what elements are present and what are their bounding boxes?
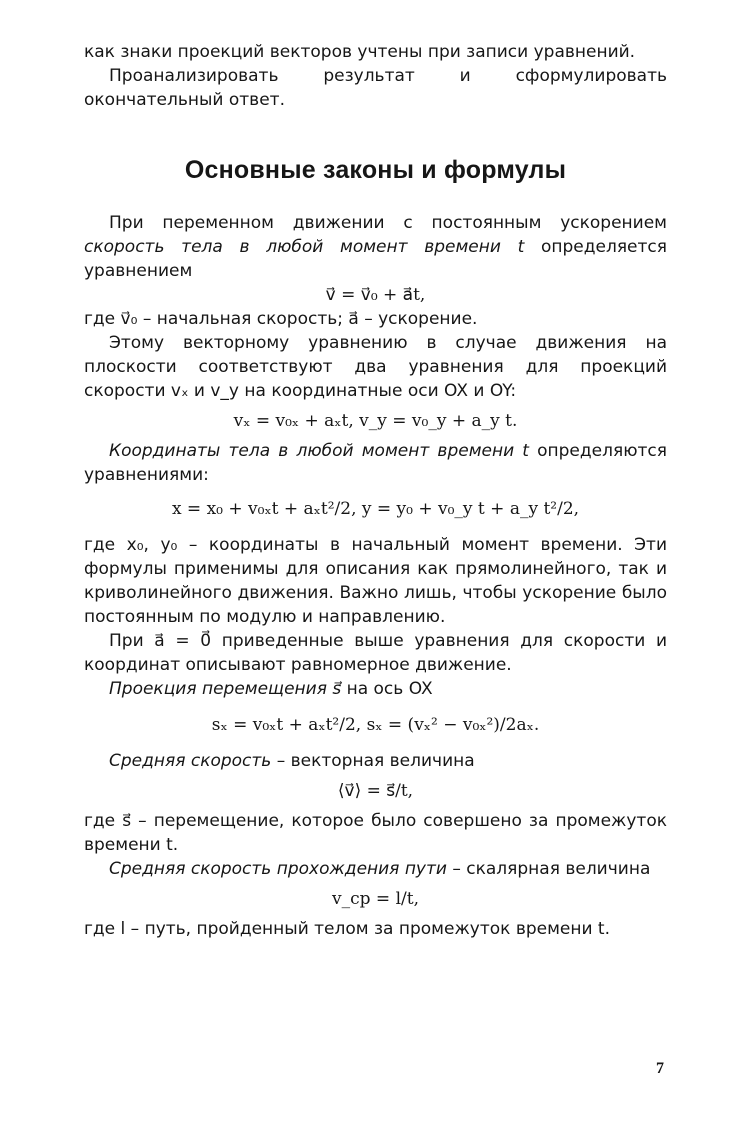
- displacement-formula: sₓ = v₀ₓt + aₓt²/2, sₓ = (vₓ² − v₀ₓ²)/2aₓ.: [211, 715, 540, 735]
- projection-paragraph: Этому векторному уравнению в случае движения на плоскости соответствуют два уравнения для проекций скорости vₓ и v_y на координатные оси OX и OY:: [84, 333, 667, 401]
- velocity-text-a: При переменном движении с постоянным ускорением: [109, 213, 667, 233]
- coordinates-where: где x₀, y₀ – координаты в начальный момент времени. Эти формулы применимы для описания как прямолинейного, так и криволинейного движения. Важно лишь, чтобы ускорение было постоянным по модулю и направлению.: [84, 535, 667, 627]
- section-heading: Основные законы и формулы: [184, 156, 567, 184]
- intro-paragraph-1: как знаки проекций векторов учтены при записи уравнений.: [84, 42, 636, 62]
- velocity-term: скорость тела в любой момент времени t: [84, 237, 525, 257]
- velocity-text-c: определяется уравнением: [84, 237, 667, 281]
- average-velocity-term: Средняя скорость: [109, 751, 272, 771]
- average-speed-where: где l – путь, пройденный телом за промежуток времени t.: [84, 919, 611, 939]
- average-speed-term: Средняя скорость прохождения пути: [109, 859, 447, 879]
- coordinates-formula: x = x₀ + v₀ₓt + aₓt²/2, y = y₀ + v₀_y t + a_y t²/2,: [171, 499, 580, 519]
- velocity-formula: v⃗ = v⃗₀ + a⃗t,: [325, 285, 426, 305]
- average-speed-formula: v_ср = l/t,: [332, 889, 419, 909]
- displacement-text: на ось OX: [341, 679, 433, 699]
- projection-formula: vₓ = v₀ₓ + aₓt, v_y = v₀_y + a_y t.: [233, 411, 518, 431]
- average-velocity-where: где s⃗ – перемещение, которое было совершено за промежуток времени t.: [84, 811, 667, 855]
- page-number: 7: [656, 1060, 664, 1077]
- average-velocity-formula: ⟨v⃗⟩ = s⃗/t,: [337, 781, 414, 801]
- average-speed-text: – скалярная величина: [446, 859, 651, 879]
- displacement-paragraph: [84, 677, 667, 701]
- coordinates-paragraph: [84, 439, 667, 487]
- velocity-paragraph: [84, 211, 667, 283]
- intro-paragraph-2: Проанализировать результат и сформулировать окончательный ответ.: [84, 66, 667, 110]
- velocity-where: где v⃗₀ – начальная скорость; a⃗ – ускорение.: [84, 309, 478, 329]
- displacement-term: Проекция перемещения s⃗: [109, 679, 342, 699]
- average-speed-paragraph: [84, 857, 667, 881]
- average-velocity-text: – векторная величина: [271, 751, 475, 771]
- uniform-motion-paragraph: При a⃗ = 0⃗ приведенные выше уравнения для скорости и координат описывают равномерное движение.: [84, 631, 667, 675]
- page-content: [84, 40, 667, 941]
- coordinates-term: Координаты тела в любой момент времени t: [109, 441, 529, 461]
- coordinates-text: определяются уравнениями:: [84, 441, 667, 485]
- average-velocity-paragraph: [84, 749, 667, 773]
